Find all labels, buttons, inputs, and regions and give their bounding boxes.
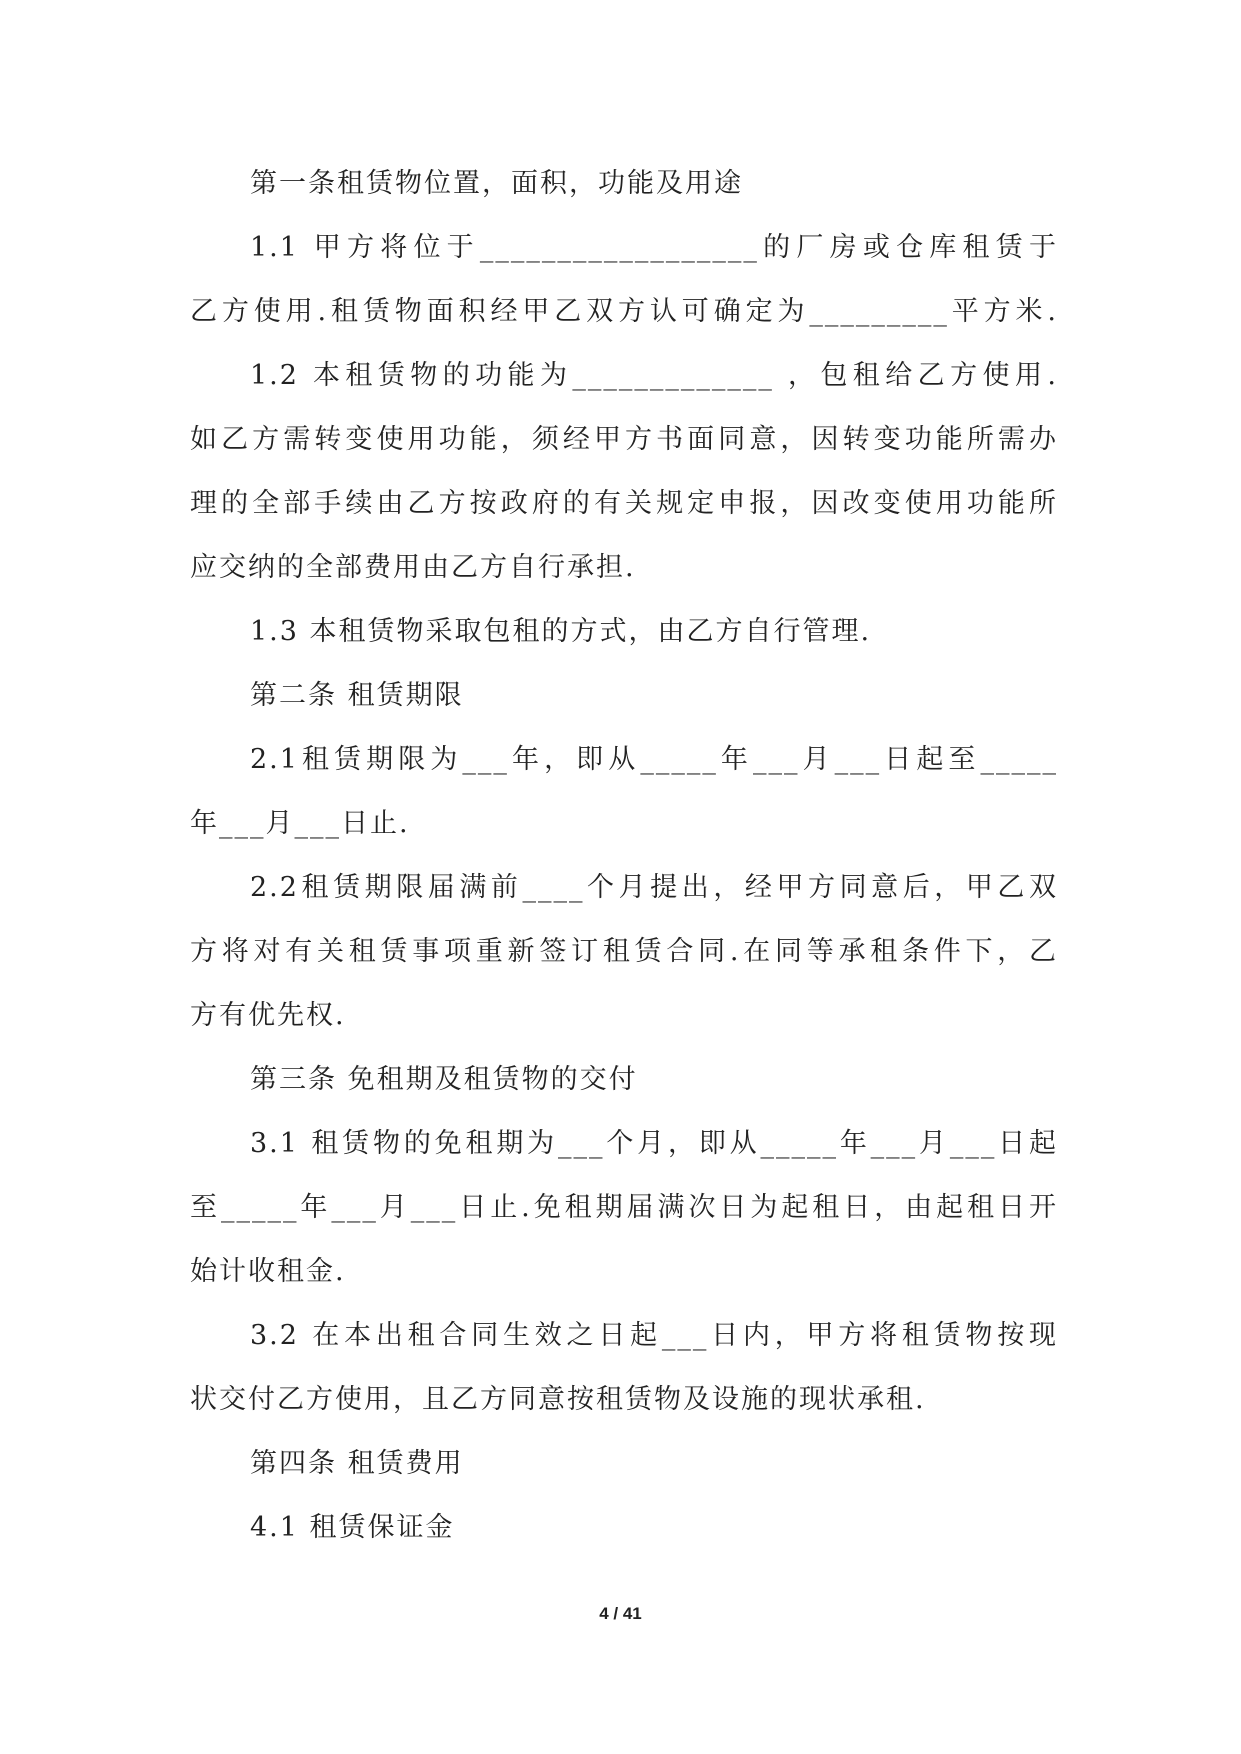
text-line: 1.2 本租赁物的功能为_____________ ，包租给乙方使用. <box>250 360 1058 391</box>
document-body <box>190 152 1058 1560</box>
text-line: 如乙方需转变使用功能，须经甲方书面同意，因转变功能所需办 <box>190 424 1058 455</box>
text-line: 始计收租金. <box>190 1256 346 1287</box>
text-line: 第一条租赁物位置，面积，功能及用途 <box>250 168 743 199</box>
text-line: 应交纳的全部费用由乙方自行承担. <box>190 552 636 583</box>
text-line: 方将对有关租赁事项重新签订租赁合同.在同等承租条件下，乙 <box>190 936 1058 967</box>
text-line: 理的全部手续由乙方按政府的有关规定申报，因改变使用功能所 <box>190 488 1058 519</box>
text-line: 1.3 本租赁物采取包租的方式，由乙方自行管理. <box>250 616 872 647</box>
text-line: 第二条 租赁期限 <box>250 680 464 711</box>
page-number: 4 / 41 <box>599 1604 642 1623</box>
text-line: 3.2 在本出租合同生效之日起___日内，甲方将租赁物按现 <box>250 1320 1058 1351</box>
text-line: 第四条 租赁费用 <box>250 1448 464 1479</box>
text-line: 1.1 甲方将位于__________________的厂房或仓库租赁于 <box>250 232 1058 263</box>
text-line: 2.1租赁期限为___年，即从_____年___月___日起至_____ <box>250 744 1058 775</box>
text-line: 年___月___日止. <box>190 808 410 839</box>
text-line: 乙方使用.租赁物面积经甲乙双方认可确定为_________平方米. <box>190 296 1058 327</box>
text-line: 至_____年___月___日止.免租期届满次日为起租日，由起租日开 <box>190 1192 1058 1223</box>
text-line: 状交付乙方使用，且乙方同意按租赁物及设施的现状承租. <box>190 1384 926 1415</box>
text-line: 3.1 租赁物的免租期为___个月，即从_____年___月___日起 <box>250 1128 1058 1159</box>
text-line: 4.1 租赁保证金 <box>250 1512 455 1543</box>
text-line: 第三条 免租期及租赁物的交付 <box>250 1064 638 1095</box>
text-line: 方有优先权. <box>190 1000 346 1031</box>
text-line: 2.2租赁期限届满前____个月提出，经甲方同意后，甲乙双 <box>250 872 1058 903</box>
